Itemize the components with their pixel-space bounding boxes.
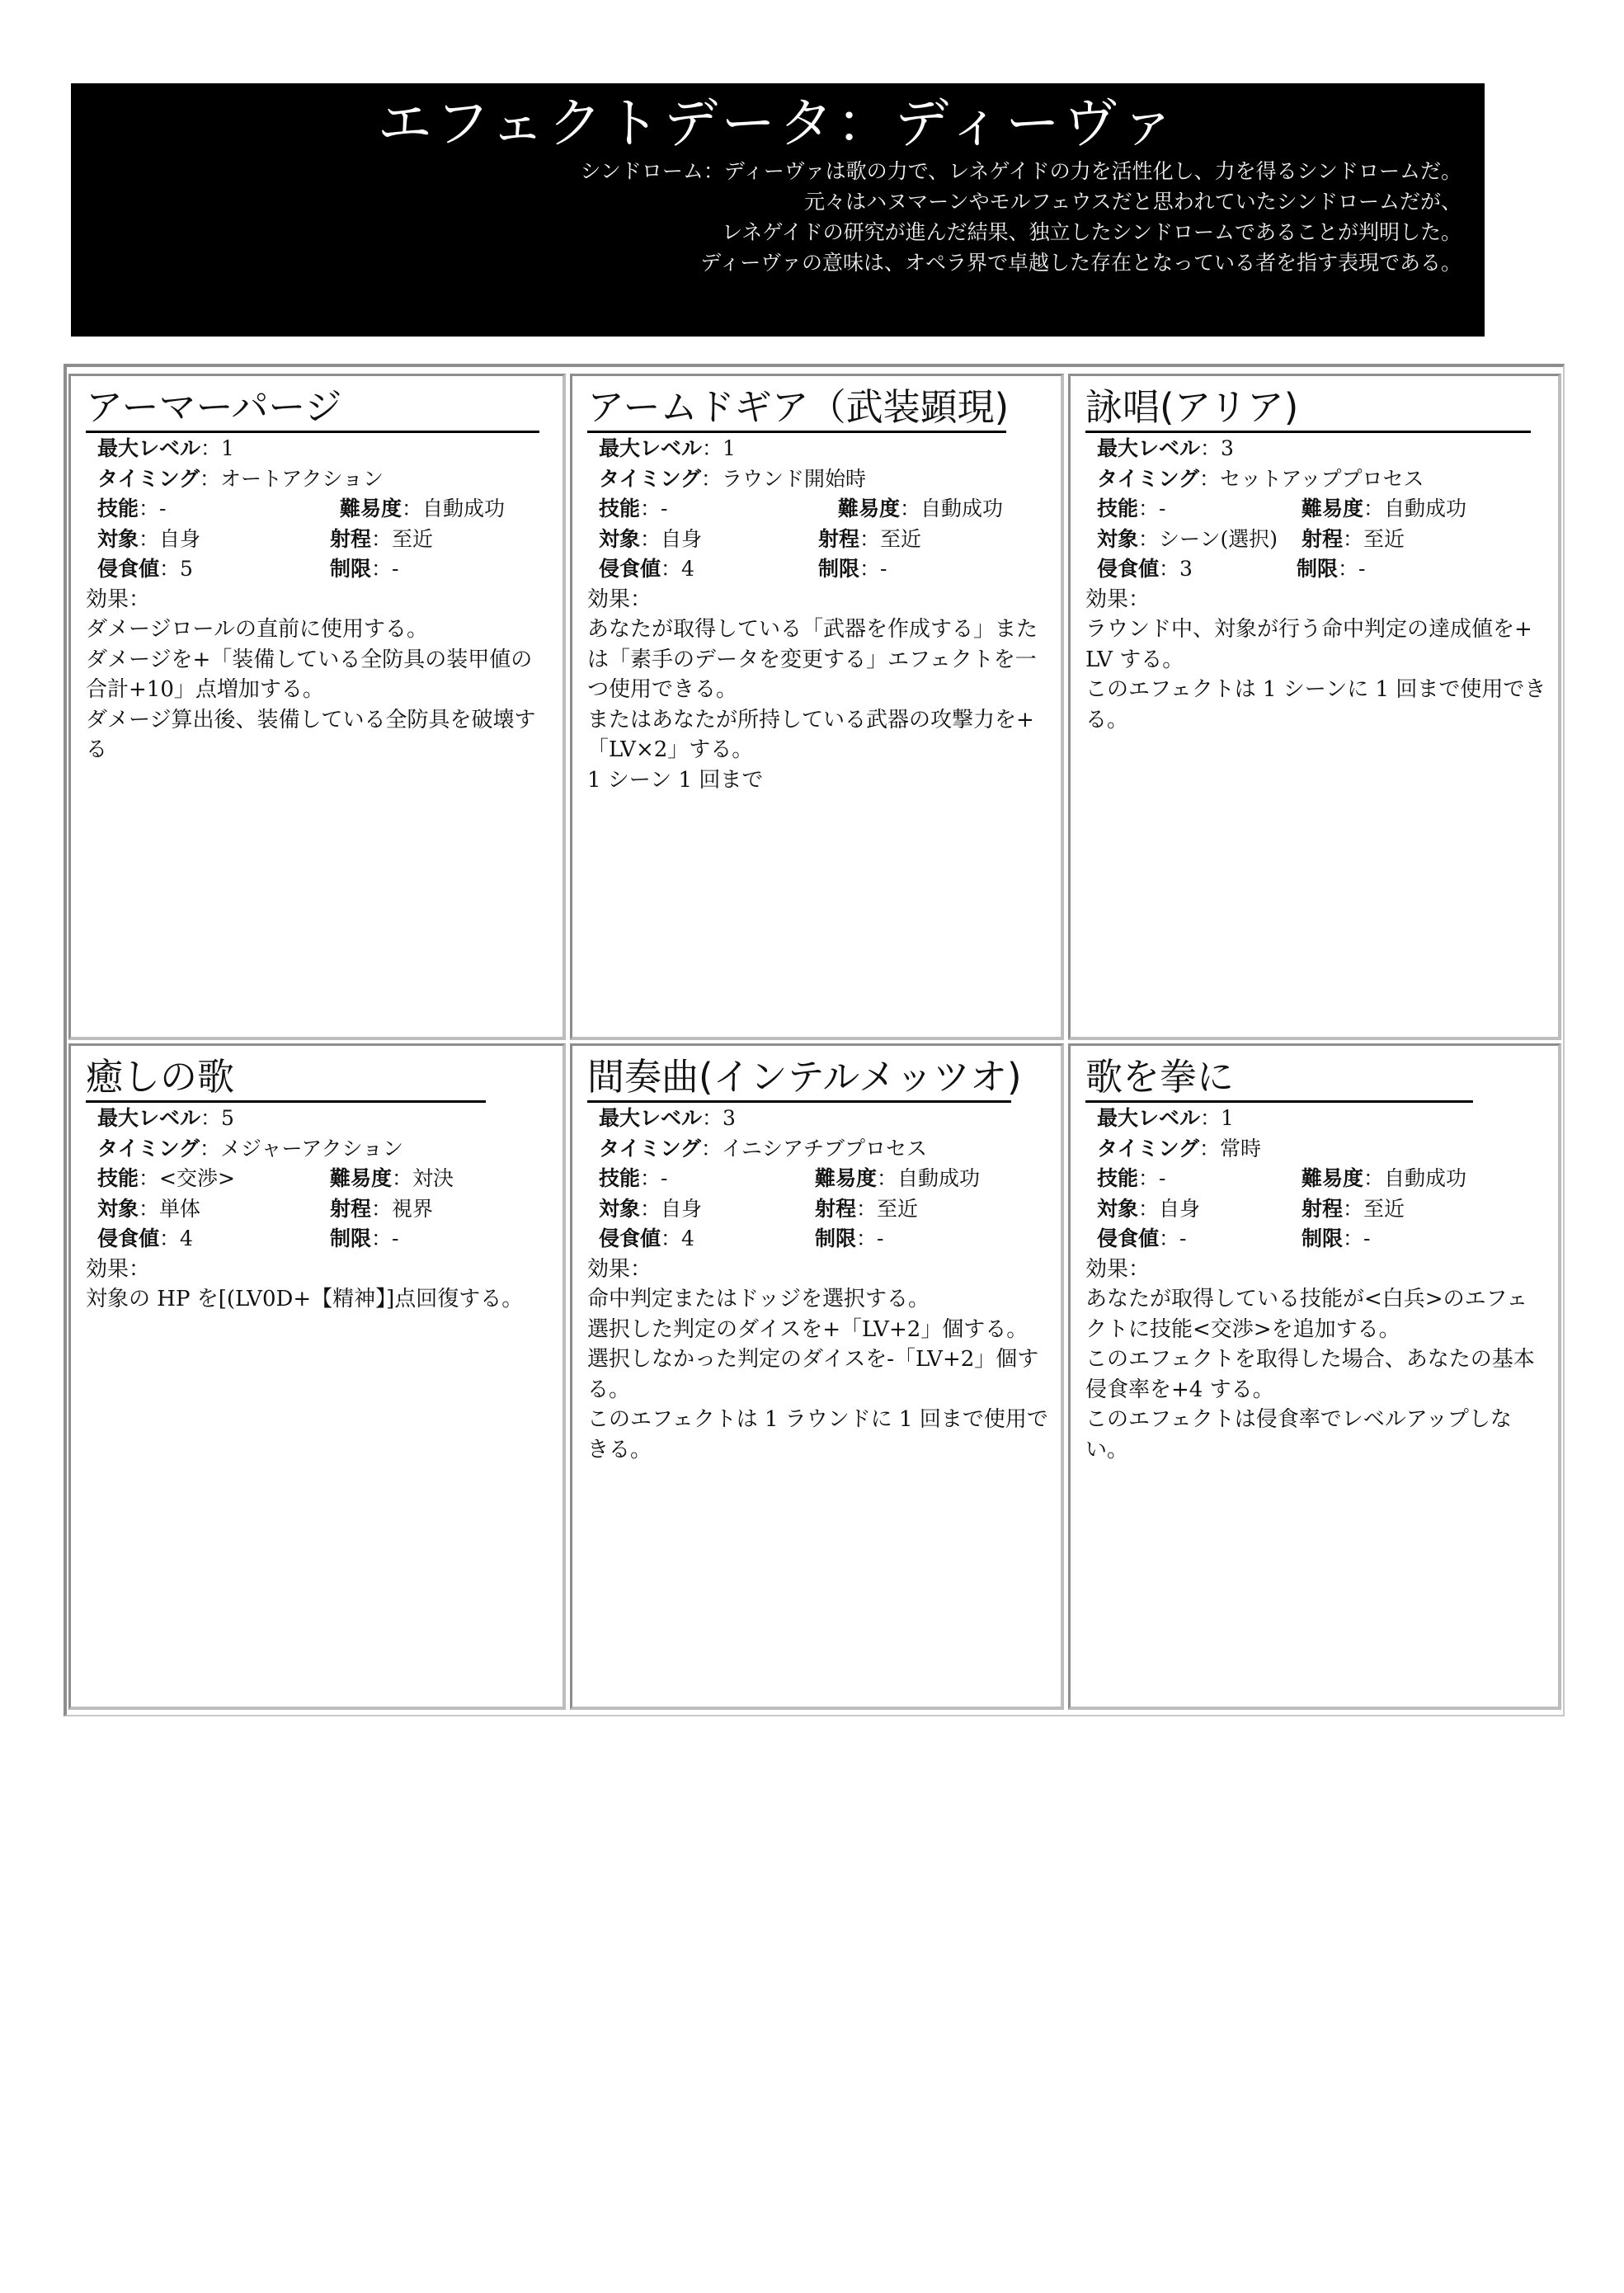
max-level-row: 最大レベル：3 <box>1097 436 1234 460</box>
effect-label: 効果： <box>587 586 652 612</box>
effect-text: 選択した判定のダイスを+「LV+2」個する。 <box>587 1316 1029 1342</box>
description-line: レネゲイドの研究が進んだ結果、独立したシンドロームであることが判明した。 <box>722 220 1462 244</box>
erosion-row: 侵食値：- 制限：- <box>1097 1227 1371 1250</box>
effect-text: 対象の HP を[(LV0D+【精神】]点回復する。 <box>86 1287 524 1311</box>
effect-text: 1 シーン 1 回まで <box>587 767 764 793</box>
skill-row: 技能：- 難易度：自動成功 <box>97 497 506 520</box>
description-line: 元々はハヌマーンやモルフェウスだと思われていたシンドロームだが、 <box>804 190 1462 214</box>
target-row: 対象：自身 射程：至近 <box>599 526 922 551</box>
max-level-row: 最大レベル：5 <box>97 1106 234 1130</box>
skill-row: 技能：- 難易度：自動成功 <box>1097 1166 1467 1190</box>
effect-card <box>570 1043 1064 1710</box>
effect-name: アームドギア（武装顕現) <box>587 384 1006 433</box>
target-row: 対象：単体 射程：視界 <box>97 1196 434 1221</box>
effect-card <box>68 374 566 1040</box>
effect-name: 間奏曲(インテルメッツオ) <box>587 1054 1011 1103</box>
effect-text: このエフェクトは 1 シーンに 1 回まで使用できる。 <box>1085 677 1546 732</box>
description-line: シンドローム：ディーヴァは歌の力で、レネゲイドの力を活性化し、力を得るシンドロームだ。 <box>580 159 1462 183</box>
effect-details <box>86 434 551 765</box>
effect-text: 命中判定またはドッジを選択する。 <box>587 1287 930 1311</box>
effect-label: 効果： <box>86 1256 151 1282</box>
target-row: 対象：自身 射程：至近 <box>97 526 434 551</box>
effect-name: 癒しの歌 <box>86 1054 486 1103</box>
erosion-row: 侵食値：5 制限：- <box>97 557 399 581</box>
header-banner <box>71 83 1485 337</box>
effect-label: 効果： <box>1085 1256 1151 1282</box>
max-level-row: 最大レベル：1 <box>97 436 234 460</box>
effect-details <box>86 1104 551 1315</box>
effect-label: 効果： <box>86 586 151 612</box>
erosion-row: 侵食値：4 制限：- <box>599 1227 884 1250</box>
erosion-row: 侵食値：3 制限：- <box>1097 557 1366 581</box>
effect-text: ダメージ算出後、装備している全防具を破壊する <box>86 707 536 762</box>
effect-details <box>1085 1104 1546 1465</box>
effect-details <box>587 1104 1049 1465</box>
effect-name: 詠唱(アリア) <box>1085 384 1531 433</box>
effect-text: このエフェクトは 1 ラウンドに 1 回まで使用できる。 <box>587 1407 1048 1462</box>
effect-card <box>1068 374 1561 1040</box>
max-level-row: 最大レベル：3 <box>599 1106 736 1130</box>
max-level-row: 最大レベル：1 <box>1097 1106 1234 1130</box>
effect-card <box>1068 1043 1561 1710</box>
effect-name: 歌を拳に <box>1085 1054 1473 1103</box>
timing-row: タイミング：ラウンド開始時 <box>599 466 867 491</box>
effect-name: アーマーパージ <box>86 384 539 433</box>
effect-text: ラウンド中、対象が行う命中判定の達成値を+LV する。 <box>1085 617 1532 672</box>
effect-text: ダメージロールの直前に使用する。 <box>86 617 428 642</box>
timing-row: タイミング：オートアクション <box>97 466 384 491</box>
effect-card <box>570 374 1064 1040</box>
skill-row: 技能：- 難易度：自動成功 <box>599 497 1004 520</box>
skill-row: 技能：<交渉> 難易度：対決 <box>97 1166 454 1190</box>
timing-row: タイミング：イニシアチブプロセス <box>599 1136 928 1161</box>
effect-details <box>587 434 1049 795</box>
effect-card-grid <box>64 364 1565 1716</box>
effect-label: 効果： <box>587 1256 652 1282</box>
effect-text: 選択しなかった判定のダイスを-「LV+2」個する。 <box>587 1347 1039 1402</box>
target-row: 対象：シーン(選択) 射程：至近 <box>1097 526 1405 551</box>
page-title: エフェクトデータ：ディーヴァ <box>377 92 1179 155</box>
effect-text: このエフェクトは侵食率でレベルアップしない。 <box>1085 1407 1512 1462</box>
effect-text: あなたが取得している技能が<白兵>のエフェクトに技能<交渉>を追加する。 <box>1085 1287 1528 1342</box>
timing-row: タイミング：常時 <box>1097 1136 1262 1161</box>
description-line: ディーヴァの意味は、オペラ界で卓越した存在となっている者を指す表現である。 <box>700 251 1462 275</box>
skill-row: 技能：- 難易度：自動成功 <box>1097 497 1467 520</box>
target-row: 対象：自身 射程：至近 <box>599 1196 919 1221</box>
effect-text: ダメージを+「装備している全防具の装甲値の合計+10」点増加する。 <box>86 647 533 702</box>
timing-row: タイミング：セットアッププロセス <box>1097 466 1424 491</box>
skill-row: 技能：- 難易度：自動成功 <box>599 1166 981 1190</box>
target-row: 対象：自身 射程：至近 <box>1097 1196 1405 1221</box>
effect-card <box>68 1043 566 1710</box>
syndrome-description <box>580 156 1462 278</box>
effect-text: またはあなたが所持している武器の攻撃力を+「LV×2」する。 <box>587 707 1034 762</box>
erosion-row: 侵食値：4 制限：- <box>599 557 887 581</box>
max-level-row: 最大レベル：1 <box>599 436 736 460</box>
effect-label: 効果： <box>1085 586 1151 612</box>
effect-details <box>1085 434 1546 735</box>
erosion-row: 侵食値：4 制限：- <box>97 1227 399 1250</box>
timing-row: タイミング：メジャーアクション <box>97 1136 404 1161</box>
effect-text: あなたが取得している「武器を作成する」または「素手のデータを変更する」エフェクトを一つ使用できる。 <box>587 617 1038 702</box>
effect-text: このエフェクトを取得した場合、あなたの基本侵食率を+4 する。 <box>1085 1347 1535 1402</box>
